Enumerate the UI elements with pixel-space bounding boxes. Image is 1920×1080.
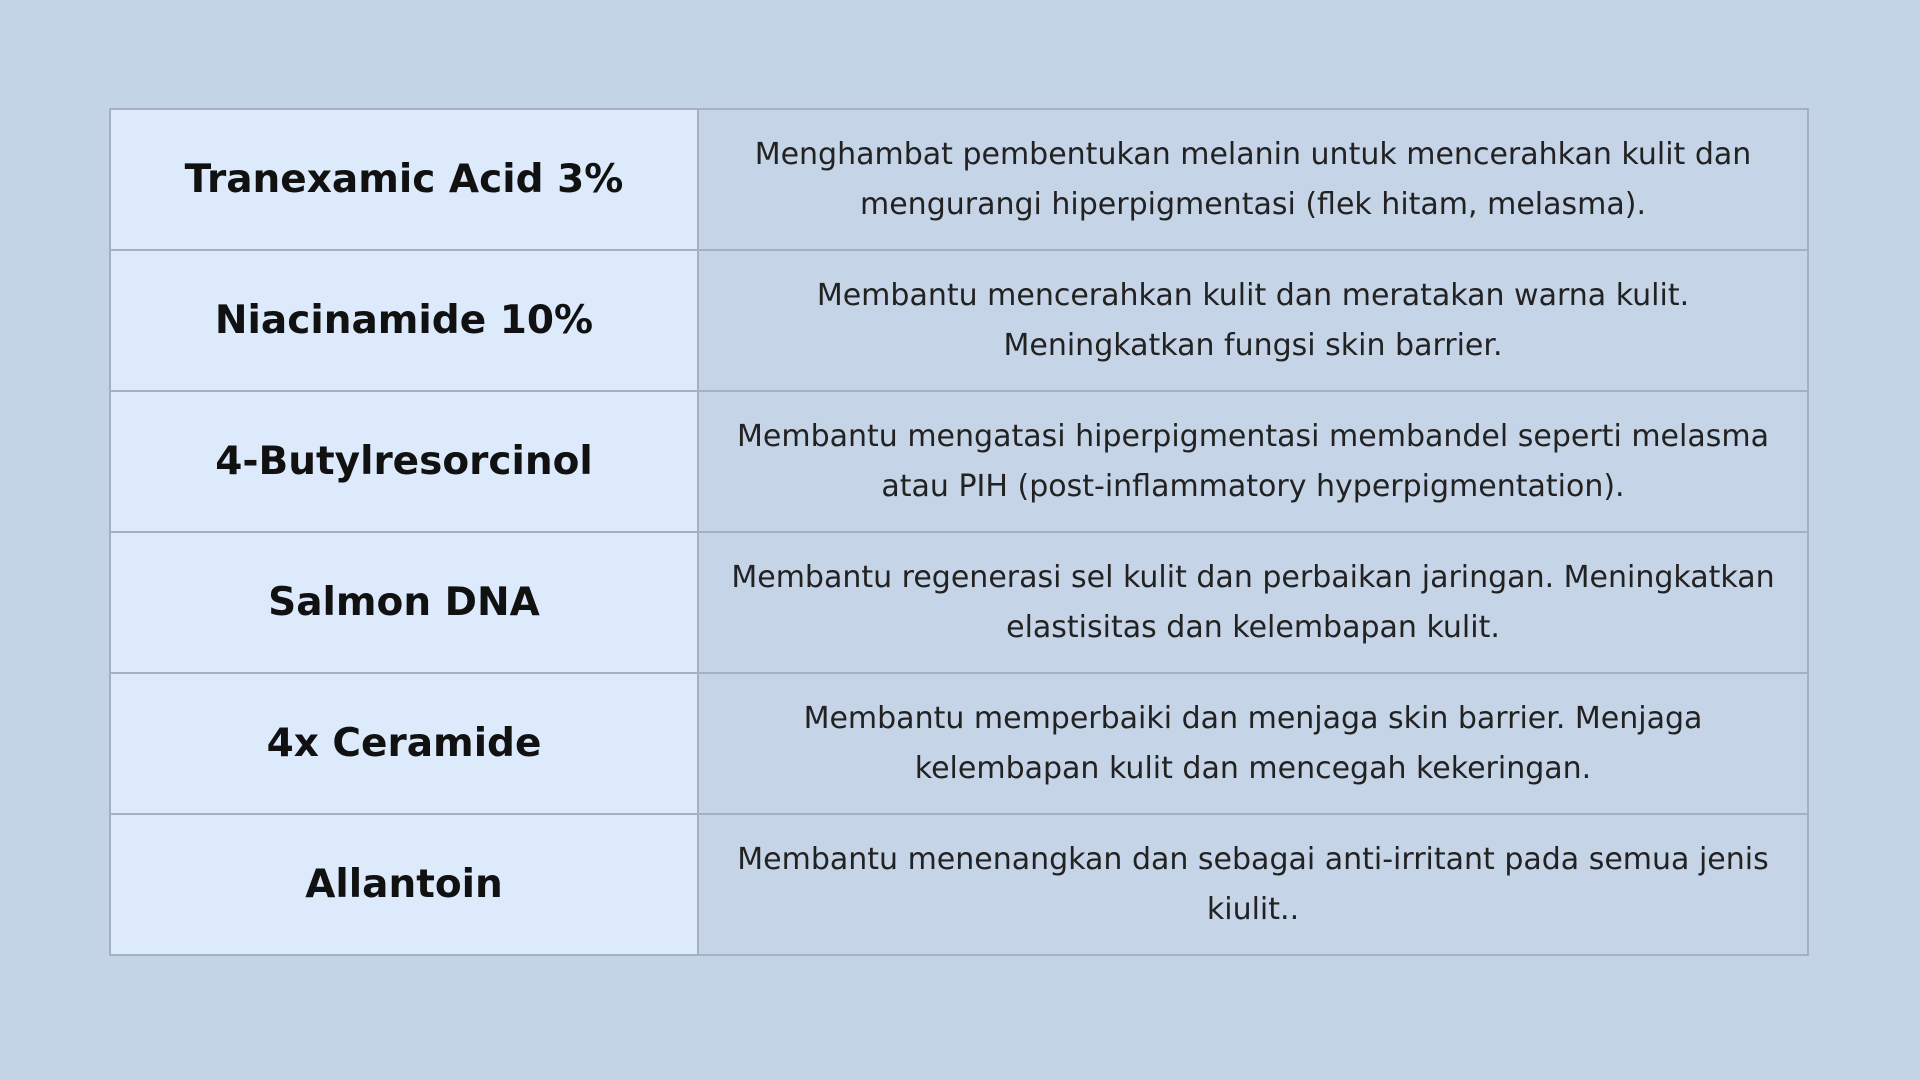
ingredient-name: Salmon DNA bbox=[110, 532, 698, 673]
description-line: Meningkatkan fungsi skin barrier. bbox=[1003, 327, 1503, 363]
ingredient-description bbox=[698, 673, 1808, 814]
description-line: kelembapan kulit dan mencegah kekeringan. bbox=[914, 750, 1592, 786]
description-line: kiulit.. bbox=[1206, 891, 1300, 927]
ingredient-name: Tranexamic Acid 3% bbox=[110, 109, 698, 250]
description-line: elastisitas dan kelembapan kulit. bbox=[1006, 609, 1500, 645]
table-row bbox=[110, 814, 1808, 955]
description-line: Membantu regenerasi sel kulit dan perbaikan jaringan. Meningkatkan bbox=[731, 559, 1775, 595]
description-line: atau PIH (post-inflammatory hyperpigmentation). bbox=[881, 468, 1625, 504]
ingredient-name: 4x Ceramide bbox=[110, 673, 698, 814]
description-line: Menghambat pembentukan melanin untuk mencerahkan kulit dan bbox=[754, 136, 1752, 172]
table-row bbox=[110, 673, 1808, 814]
ingredient-description bbox=[698, 532, 1808, 673]
ingredient-name: Allantoin bbox=[110, 814, 698, 955]
description-line: Membantu menenangkan dan sebagai anti-irritant pada semua jenis bbox=[737, 841, 1769, 877]
description-line: Membantu mencerahkan kulit dan meratakan warna kulit. bbox=[816, 277, 1690, 313]
ingredient-description bbox=[698, 250, 1808, 391]
ingredient-name: 4-Butylresorcinol bbox=[110, 391, 698, 532]
ingredient-description bbox=[698, 109, 1808, 250]
ingredient-name: Niacinamide 10% bbox=[110, 250, 698, 391]
ingredient-description bbox=[698, 391, 1808, 532]
ingredient-description bbox=[698, 814, 1808, 955]
table-row bbox=[110, 250, 1808, 391]
description-line: Membantu memperbaiki dan menjaga skin barrier. Menjaga bbox=[803, 700, 1703, 736]
table-row bbox=[110, 391, 1808, 532]
table-row bbox=[110, 109, 1808, 250]
description-line: Membantu mengatasi hiperpigmentasi membandel seperti melasma bbox=[737, 418, 1769, 454]
table-row bbox=[110, 532, 1808, 673]
description-line: mengurangi hiperpigmentasi (flek hitam, melasma). bbox=[860, 186, 1646, 222]
ingredient-table bbox=[109, 108, 1809, 956]
